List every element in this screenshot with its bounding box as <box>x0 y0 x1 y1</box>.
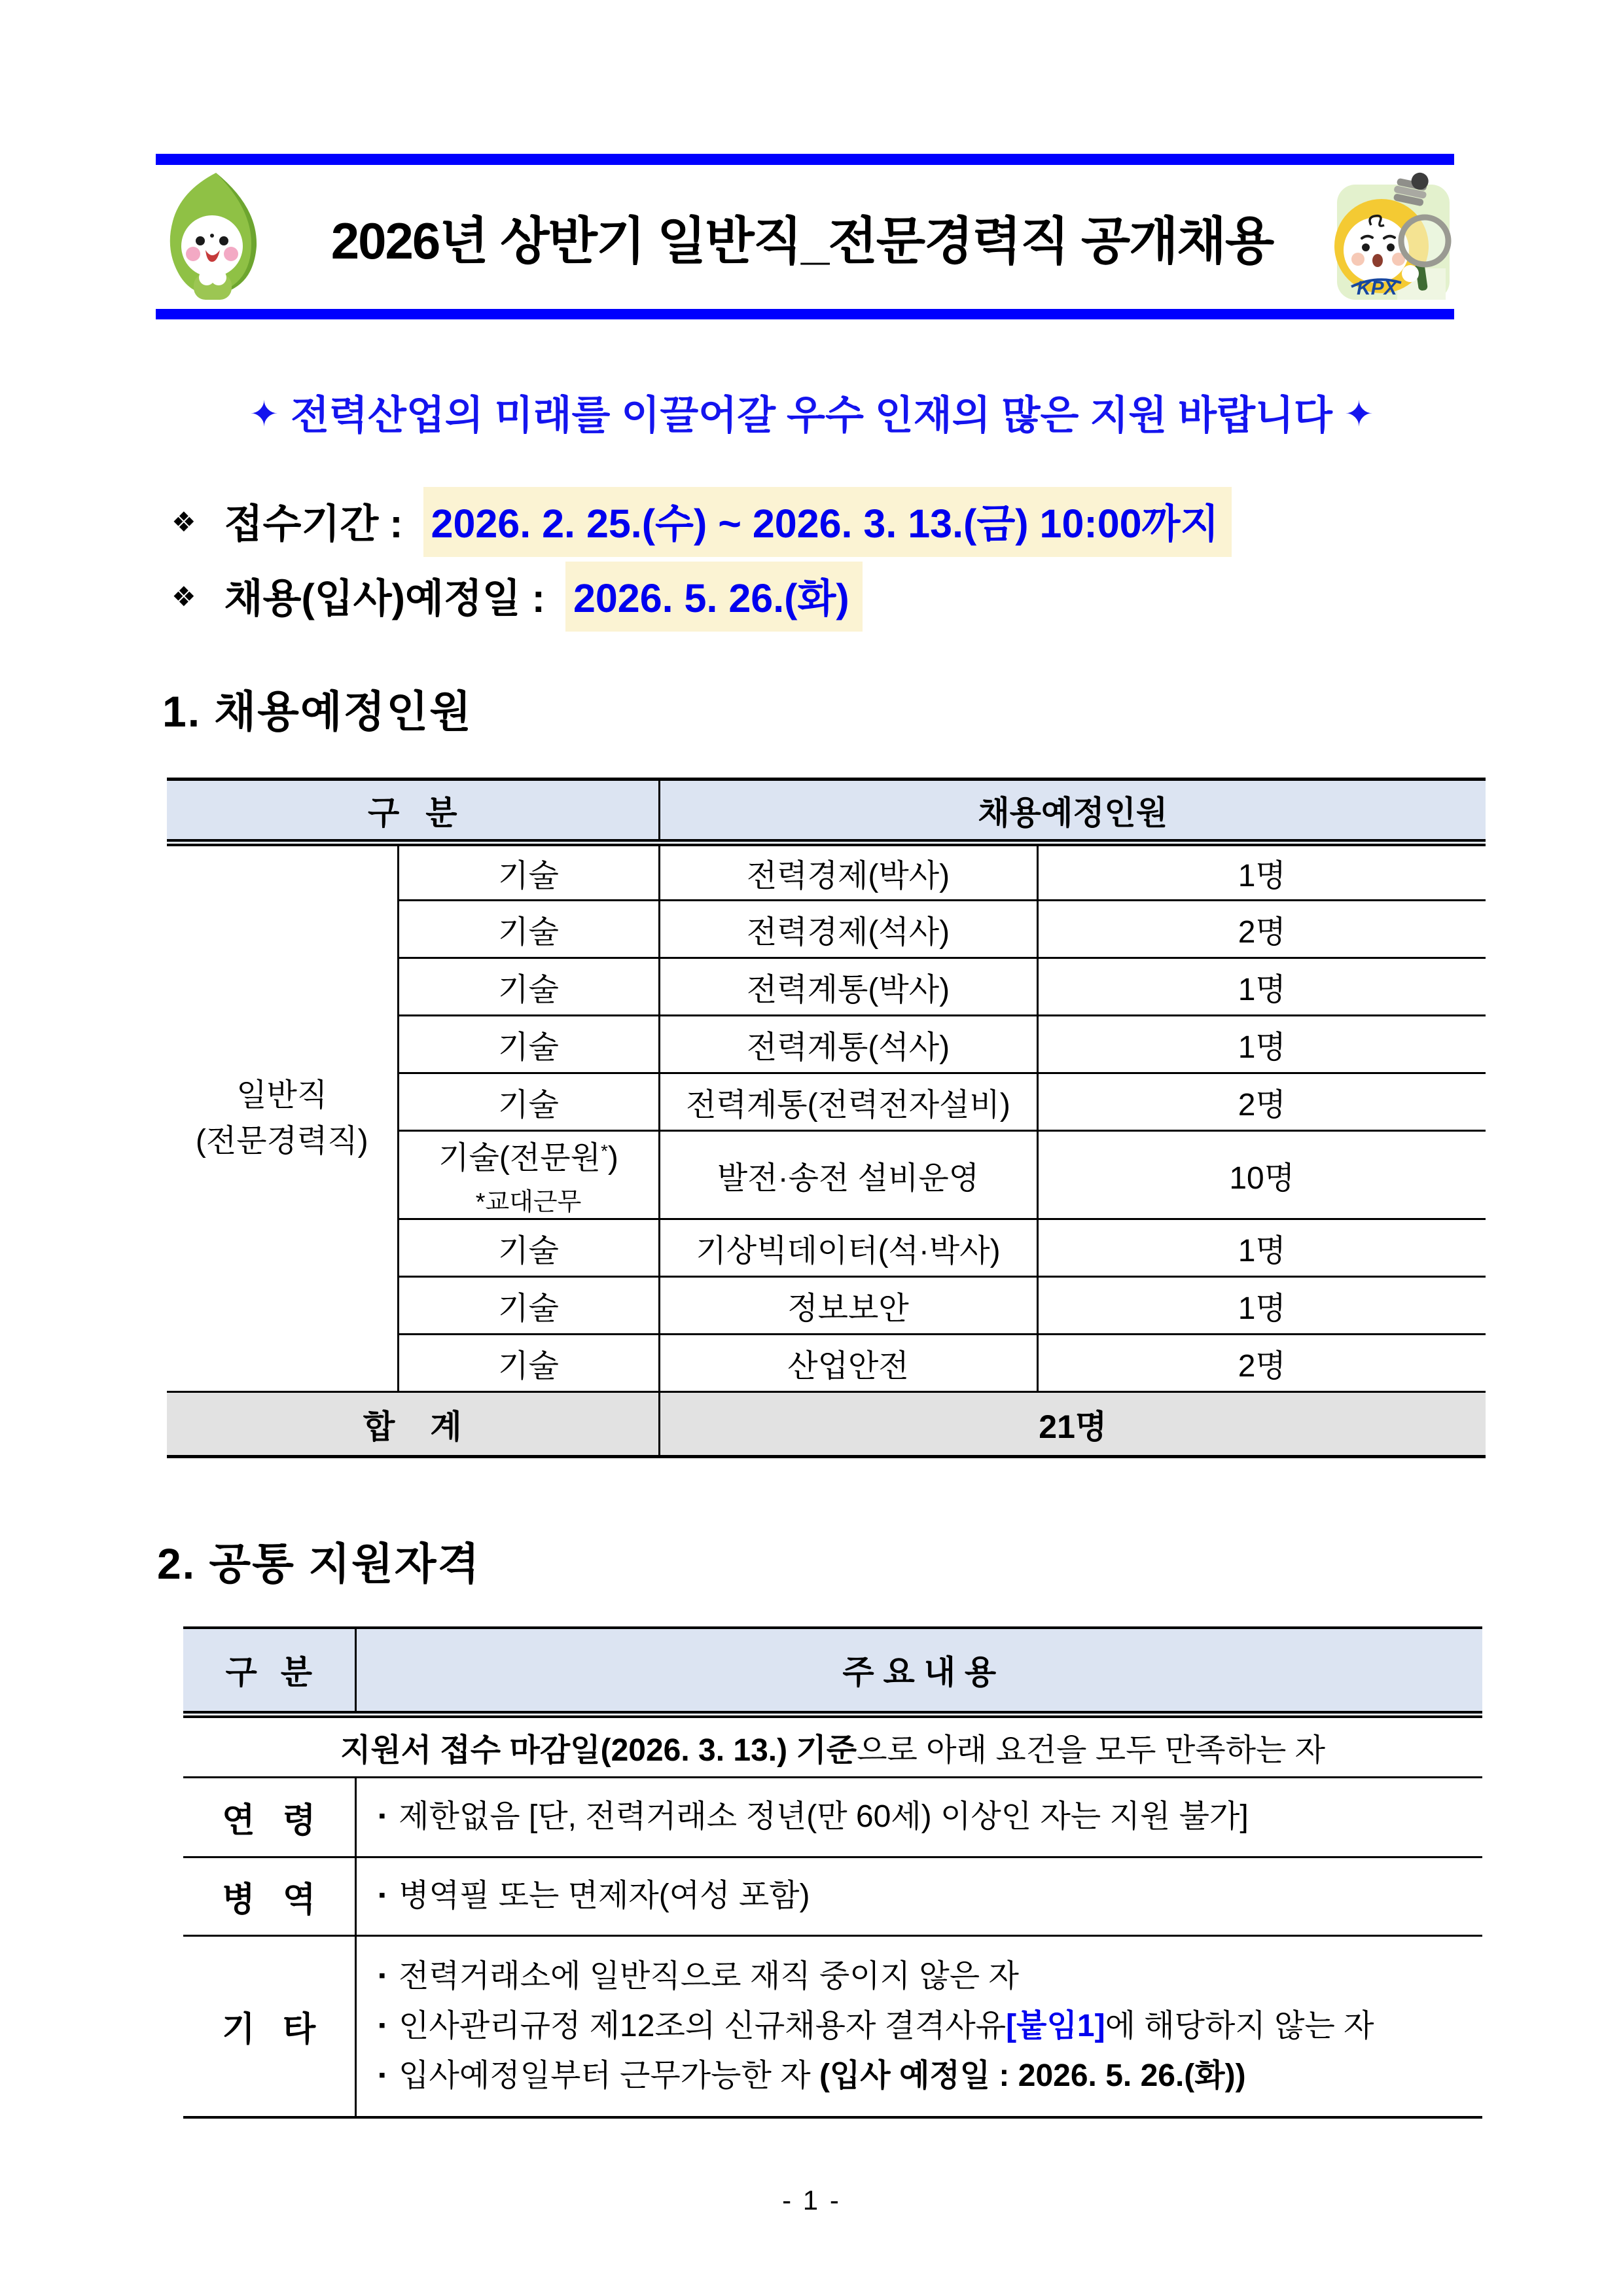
age-row <box>183 1777 1482 1857</box>
sparkle-icon: ✦ <box>249 395 279 434</box>
shift-work-note: *교대근무 <box>475 1189 582 1216</box>
square-bullet-icon: ▪ <box>378 1884 386 1906</box>
military-row <box>183 1857 1482 1935</box>
table-row: 일반직 (전문경력직) 기술 전력경제(박사) 1명 <box>167 843 1486 901</box>
table-row: 기술 산업안전 2명 <box>167 1335 1486 1392</box>
square-bullet-icon: ▪ <box>378 2064 386 2086</box>
age-label: 연 령 <box>183 1777 355 1857</box>
application-period-label: 접수기간 : <box>224 501 403 546</box>
military-requirement: 병역필 또는 면제자(여성 포함) <box>399 1878 810 1913</box>
table-row: 기술 전력계통(석사) 1명 <box>167 1016 1486 1073</box>
common-qualification-table <box>183 1626 1482 2119</box>
attachment1-link[interactable]: [붙임1] <box>1006 2008 1105 2043</box>
header-bottom-bar <box>156 309 1454 319</box>
kpx-magnifier-mascot-icon <box>1333 170 1454 304</box>
hire-date-line <box>171 562 863 632</box>
etc-requirement-2-post: 에 해당하지 않는 자 <box>1105 2008 1374 2043</box>
qualification-note-row <box>183 1714 1482 1777</box>
section2-heading: 2. 공통 지원자격 <box>157 1539 481 1588</box>
page-title: 2026년 상반기 일반직_전문경력직 공개채용 <box>330 212 1274 270</box>
table-row: 기술 전력경제(석사) 2명 <box>167 901 1486 958</box>
column-header-category: 구 분 <box>167 780 659 843</box>
green-sprout-mascot-icon <box>156 170 271 304</box>
sparkle-icon: ✦ <box>1344 395 1374 434</box>
header-top-bar <box>156 154 1454 165</box>
square-bullet-icon: ▪ <box>378 1964 386 1986</box>
table-row: 기술 정보보안 1명 <box>167 1277 1486 1335</box>
total-row <box>167 1392 1486 1457</box>
kpx-logo: KPX <box>1357 278 1397 299</box>
table-row: 기술(전문원*) *교대근무 발전·송전 설비운영 10명 <box>167 1131 1486 1219</box>
table-header-row <box>183 1628 1482 1714</box>
table-row: 기술 전력계통(박사) 1명 <box>167 958 1486 1016</box>
military-label: 병 역 <box>183 1857 355 1935</box>
document-header <box>156 165 1454 309</box>
etc-requirement-3-date: (입사 예정일 : 2026. 5. 26.(화)) <box>819 2058 1246 2093</box>
slogan-text: 전력산업의 미래를 이끌어갈 우수 인재의 많은 지원 바랍니다 <box>291 393 1332 437</box>
etc-requirement-1: 전력거래소에 일반직으로 재직 중이지 않은 자 <box>399 1958 1019 1994</box>
note-bold-text: 지원서 접수 마감일(2026. 3. 13.) 기준 <box>340 1732 857 1768</box>
page-number: - 1 - <box>782 2185 841 2215</box>
slogan-line <box>157 384 1466 440</box>
table-row: 기술 전력계통(전력전자설비) 2명 <box>167 1073 1486 1131</box>
table-header-row <box>167 780 1486 843</box>
diamond-bullet-icon: ❖ <box>171 581 196 612</box>
etc-row <box>183 1935 1482 2117</box>
table-row: 기술 기상빅데이터(석·박사) 1명 <box>167 1219 1486 1277</box>
etc-requirement-3-pre: 입사예정일부터 근무가능한 자 <box>399 2058 819 2093</box>
section1-heading: 1. 채용예정인원 <box>162 687 473 736</box>
column-header-category: 구 분 <box>183 1628 355 1714</box>
diamond-bullet-icon: ❖ <box>171 507 196 537</box>
square-bullet-icon: ▪ <box>378 2014 386 2036</box>
recruitment-headcount-table <box>167 778 1486 1458</box>
square-bullet-icon: ▪ <box>378 1805 386 1827</box>
note-rest-text: 으로 아래 요건을 모두 만족하는 자 <box>857 1732 1326 1768</box>
total-value: 21명 <box>659 1392 1486 1457</box>
etc-label: 기 타 <box>183 1935 355 2117</box>
application-period-line <box>171 487 1232 557</box>
total-label: 합 계 <box>167 1392 659 1457</box>
etc-requirement-2-pre: 인사관리규정 제12조의 신규채용자 결격사유 <box>399 2008 1007 2043</box>
age-requirement: 제한없음 [단, 전력거래소 정년(만 60세) 이상인 자는 지원 불가] <box>399 1799 1249 1834</box>
hire-date-label: 채용(입사)예정일 : <box>224 576 545 620</box>
job-group-cell: 일반직 (전문경력직) <box>167 843 398 1392</box>
hire-date-value: 2026. 5. 26.(화) <box>565 562 863 632</box>
application-period-value: 2026. 2. 25.(수) ~ 2026. 3. 13.(금) 10:00까지 <box>423 487 1232 557</box>
column-header-headcount: 채용예정인원 <box>659 780 1486 843</box>
column-header-content: 주 요 내 용 <box>355 1628 1482 1714</box>
